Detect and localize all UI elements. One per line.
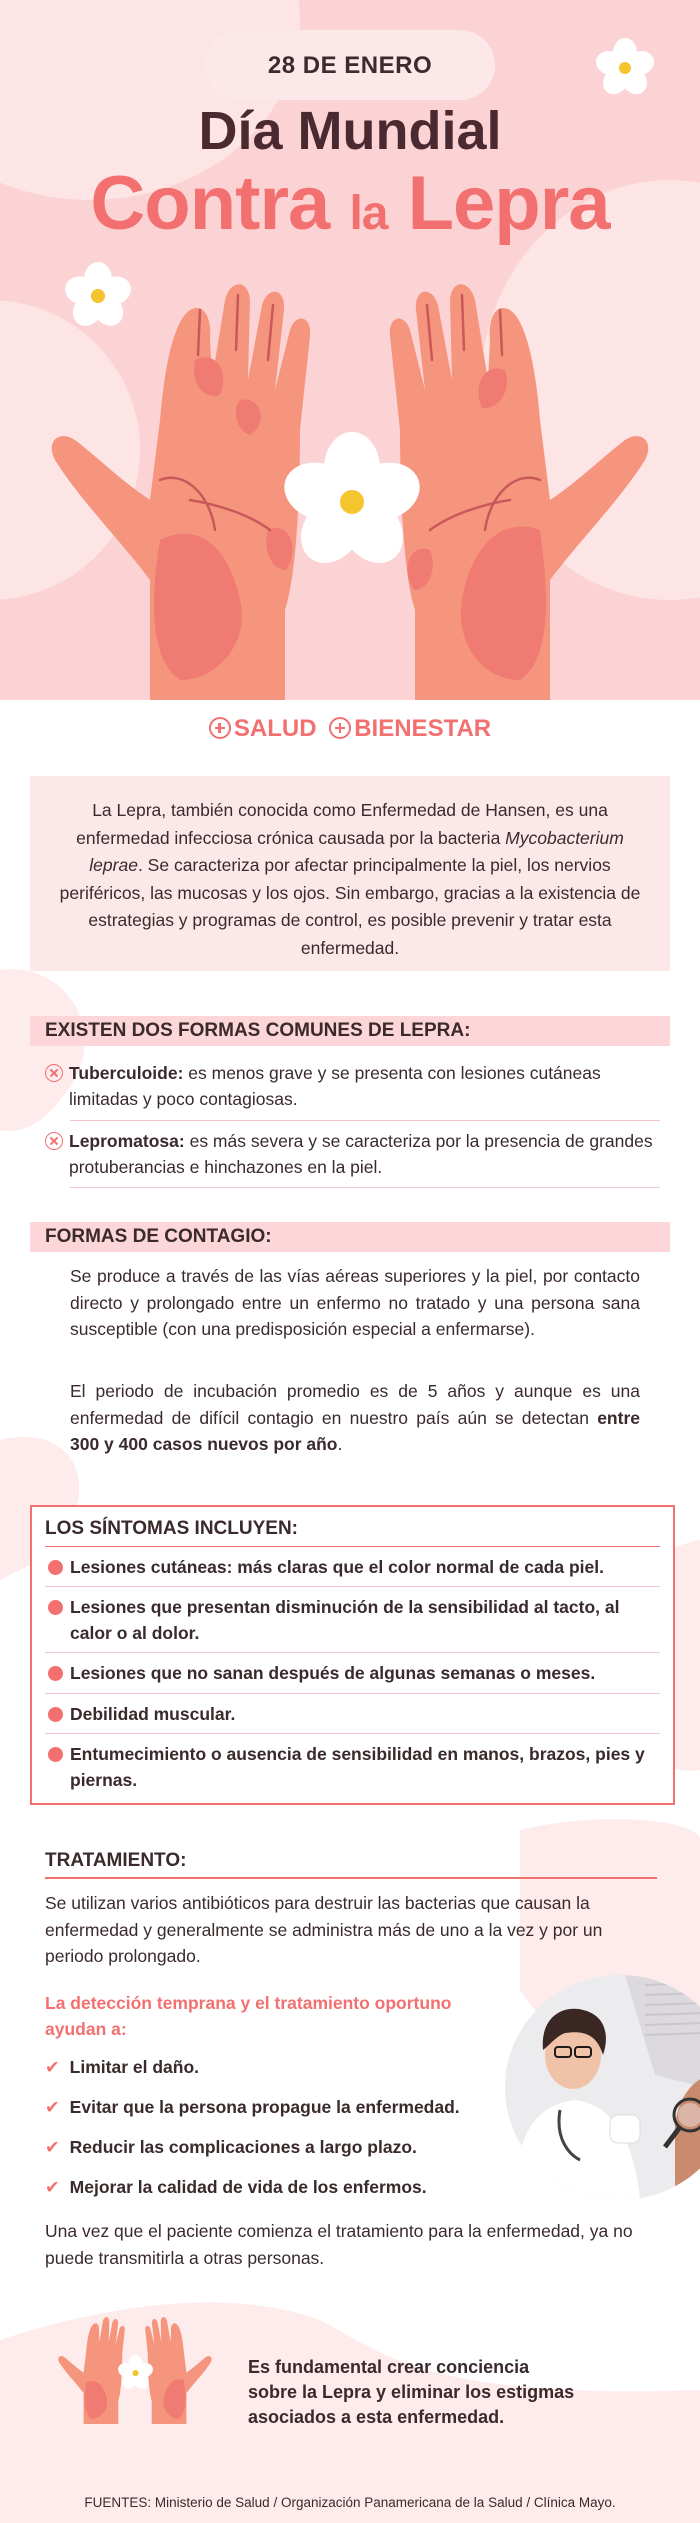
title-word-lepra: Lepra (407, 161, 610, 246)
symptoms-title: LOS SÍNTOMAS INCLUYEN: (45, 1518, 298, 1539)
title-line-1: Día Mundial (198, 101, 502, 161)
brand-bienestar: BIENESTAR (354, 715, 492, 742)
flower-icon (592, 35, 658, 101)
divider (45, 1877, 657, 1879)
treatment-title: TRATAMIENTO: (45, 1850, 187, 1871)
bullet-icon (48, 1560, 63, 1575)
awareness-message: Es fundamental crear conciencia sobre la Lepra y eliminar los estigmas asociados a esta enfermedad. (248, 2357, 575, 2427)
benefit-item: ✔ Mejorar la calidad de vida de los enfermos. (45, 2177, 427, 2197)
closing-text: Una vez que el paciente comienza el tratamiento para la enfermedad, ya no puede transmitirla a otras personas. (45, 2221, 633, 2268)
form-item: Tuberculoide: es menos grave y se presenta con lesiones cutáneas limitadas y poco contagiosas. (45, 1060, 660, 1112)
incubation-text: El periodo de incubación promedio es de 5 años y aunque es una enfermedad de difícil contagio en nuestro país aún se detectan entre 300 y 400 casos nuevos por año. (70, 1381, 640, 1454)
x-circle-icon (45, 1064, 63, 1082)
symptom-item: Lesiones cutáneas: más claras que el color normal de cada piel. (70, 1557, 604, 1577)
form-item: Lepromatosa: es más severa y se caracteriza por la presencia de grandes protuberancias e hinchazones en la piel. (45, 1128, 660, 1180)
plus-icon (329, 717, 351, 739)
title-word-contra: Contra (90, 161, 330, 246)
contagion-text: Se produce a través de las vías aéreas superiores y la piel, por contacto directo y prolongado entre un enfermo no tratado y una persona sana susceptible (con una predisposición especial a enfermarse). (70, 1266, 640, 1339)
benefit-item: ✔ Limitar el daño. (45, 2057, 199, 2077)
symptom-item: Lesiones que presentan disminución de la sensibilidad al tacto, al calor o al dolor. (70, 1597, 620, 1643)
plus-icon (209, 717, 231, 739)
check-icon: ✔ (45, 2057, 60, 2077)
treatment-text: Se utilizan varios antibióticos para destruir las bacterias que causan la enfermedad y generalmente se administra más de uno a la vez y por un periodo prolongado. (45, 1893, 603, 1966)
divider (45, 1586, 660, 1587)
date-label: 28 DE ENERO (267, 52, 433, 79)
check-icon: ✔ (45, 2097, 60, 2117)
bacteria-name: Mycobacterium leprae (89, 827, 624, 875)
divider (45, 1693, 660, 1694)
check-icon: ✔ (45, 2137, 60, 2157)
bullet-icon (48, 1747, 63, 1762)
bullet-icon (48, 1666, 63, 1681)
intro-text: La Lepra, también conocida como Enfermedad de Hansen, es una enfermedad infecciosa crónica causada por la bacteria Mycobacterium leprae. Se caracteriza por afectar principalmente la piel, los nervios periféricos, las mucosas y los ojos. Sin embargo, gracias a la existencia de estrategias y programas de control, es posible prevenir y tratar esta enfermedad. (59, 800, 641, 958)
divider (70, 1120, 660, 1121)
sources-footer: FUENTES: Ministerio de Salud / Organización Panamericana de la Salud / Clínica Mayo. (84, 2495, 616, 2510)
divider (45, 1652, 660, 1653)
divider (45, 1546, 660, 1547)
hero-banner (0, 0, 700, 700)
title-line-2 (0, 160, 700, 247)
check-icon: ✔ (45, 2177, 60, 2197)
divider (45, 1733, 660, 1734)
hands-illustration (0, 280, 700, 700)
cases-highlight: entre 300 y 400 casos nuevos por año (70, 1407, 640, 1454)
title-word-la: la (349, 187, 388, 240)
symptom-item: Debilidad muscular. (70, 1704, 236, 1724)
benefit-item: ✔ Evitar que la persona propague la enfermedad. (45, 2097, 460, 2117)
contagion-title: FORMAS DE CONTAGIO: (45, 1226, 272, 1247)
divider (70, 1187, 660, 1188)
brand-salud: SALUD (233, 715, 317, 742)
brand-logo (0, 715, 700, 743)
forms-title: EXISTEN DOS FORMAS COMUNES DE LEPRA: (45, 1020, 471, 1041)
hands-illustration-small (45, 2295, 225, 2445)
bullet-icon (48, 1600, 63, 1615)
bullet-icon (48, 1707, 63, 1722)
benefit-item: ✔ Reducir las complicaciones a largo plazo. (45, 2137, 417, 2157)
detection-heading: La detección temprana y el tratamiento oportuno ayudan a: (45, 1993, 452, 2039)
symptom-item: Entumecimiento o ausencia de sensibilidad en manos, brazos, pies y piernas. (70, 1744, 645, 1790)
x-circle-icon (45, 1132, 63, 1150)
symptom-item: Lesiones que no sanan después de algunas semanas o meses. (70, 1663, 596, 1683)
